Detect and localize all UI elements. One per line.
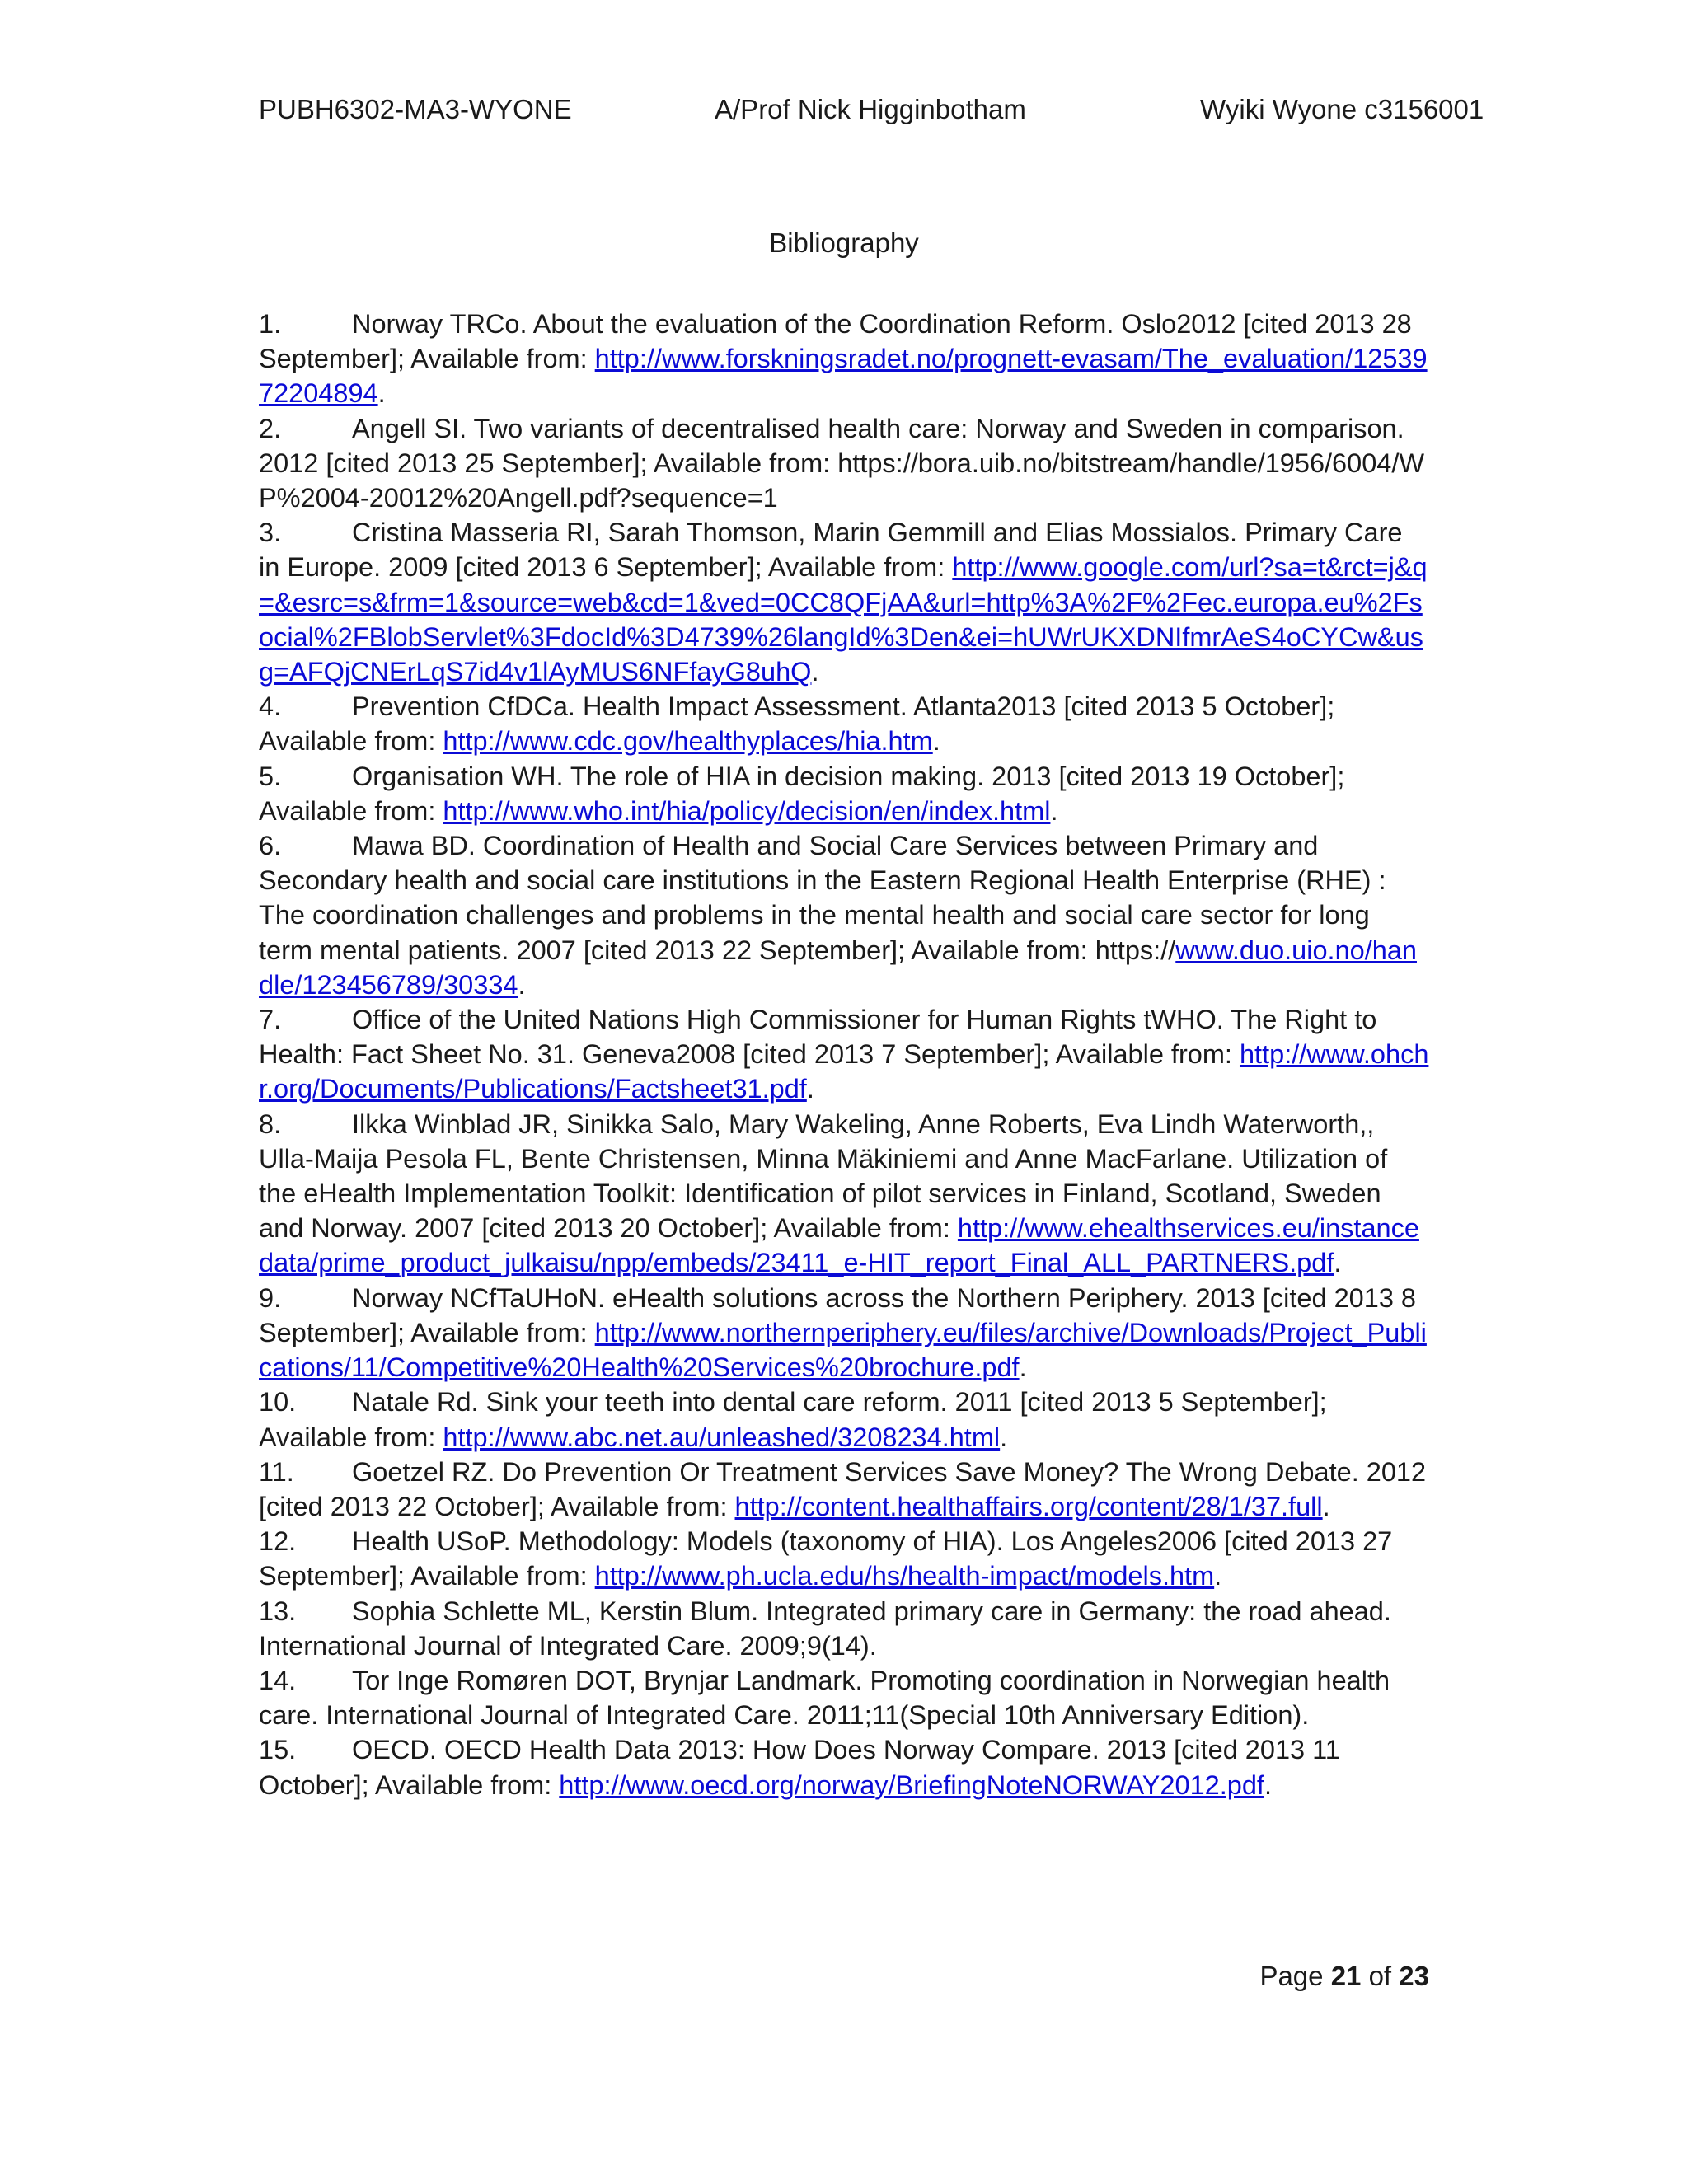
reference-trailing-punct: . [377, 378, 386, 409]
reference-text: Natale Rd. Sink your teeth into dental care reform. 2011 [cited 2013 5 September]; Available from: [259, 1387, 1327, 1452]
reference-link[interactable]: http://www.ohchr.org/Documents/Publications/Factsheet31.pdf [259, 1039, 1429, 1104]
reference-trailing-punct: . [932, 726, 940, 757]
reference-text: OECD. OECD Health Data 2013: How Does Norway Compare. 2013 [cited 2013 11 October]; Available from: [259, 1735, 1340, 1800]
reference-text: Tor Inge Romøren DOT, Brynjar Landmark. Promoting coordination in Norwegian health care. International Journal of Integrated Care. 2011;11(Special 10th Anniversary Edition). [259, 1665, 1390, 1731]
reference-number: 8. [259, 1108, 282, 1139]
reference-link[interactable]: http://www.abc.net.au/unleashed/3208234.html [443, 1422, 1001, 1452]
reference-number: 5. [259, 761, 282, 791]
reference-item [259, 1732, 1429, 1802]
page-footer [1259, 1960, 1429, 1993]
reference-item [259, 1385, 1429, 1454]
reference-item [259, 515, 1429, 689]
page-title: Bibliography [769, 227, 919, 258]
reference-text: Sophia Schlette ML, Kerstin Blum. Integrated primary care in Germany: the road ahead. International Journal of Integrated Care. 2009;9(14). [259, 1596, 1391, 1661]
reference-number: 9. [259, 1282, 282, 1313]
reference-item [259, 411, 1429, 516]
reference-number: 10. [259, 1387, 297, 1418]
reference-item [259, 307, 1429, 411]
reference-trailing-punct: . [1019, 1352, 1027, 1383]
reference-number: 2. [259, 413, 282, 443]
reference-number: 1. [259, 309, 282, 339]
reference-text: Cristina Masseria RI, Sarah Thomson, Marin Gemmill and Elias Mossialos. Primary Care in Europe. 2009 [cited 2013 6 September]; Available from: [259, 518, 1403, 583]
reference-link[interactable]: http://www.oecd.org/norway/BriefingNoteNORWAY2012.pdf [559, 1769, 1264, 1800]
footer-page-current: 21 [1330, 1961, 1362, 1991]
reference-url-text: https://bora.uib.no/bitstream/handle/1956/6004/WP%2004-20012%20Angell.pdf?sequence=1 [259, 448, 1425, 513]
reference-text: Norway NCfTaUHoN. eHealth solutions across the Northern Periphery. 2013 [cited 2013 8 September]; Available from: [259, 1282, 1417, 1347]
reference-list [259, 307, 1429, 1802]
footer-page-word: Page [1259, 1961, 1324, 1991]
reference-trailing-punct: . [811, 657, 819, 687]
reference-text: Norway TRCo. About the evaluation of the Coordination Reform. Oslo2012 [cited 2013 28 September]; Available from: [259, 309, 1412, 374]
reference-text: Prevention CfDCa. Health Impact Assessment. Atlanta2013 [cited 2013 5 October]; Available from: [259, 691, 1335, 757]
reference-number: 15. [259, 1735, 297, 1765]
reference-number: 4. [259, 691, 282, 722]
reference-item [259, 1455, 1429, 1524]
reference-text: Angell SI. Two variants of decentralised health care: Norway and Sweden in comparison. 2012 [cited 2013 25 September]; Available from: [259, 413, 1404, 478]
reference-item [259, 1663, 1429, 1732]
reference-text: Office of the United Nations High Commissioner for Human Rights tWHO. The Right to Health: Fact Sheet No. 31. Geneva2008 [cited 2013 7 September]; Available from: [259, 1005, 1377, 1070]
reference-text: Organisation WH. The role of HIA in decision making. 2013 [cited 2013 19 October]; Available from: [259, 761, 1345, 826]
header-lecturer: A/Prof Nick Higginbotham [715, 94, 1026, 124]
reference-link[interactable]: http://content.healthaffairs.org/content/28/1/37.full [734, 1491, 1323, 1521]
reference-text: Health USoP. Methodology: Models (taxonomy of HIA). Los Angeles2006 [cited 2013 27 September]; Available from: [259, 1526, 1393, 1591]
reference-trailing-punct: . [806, 1074, 814, 1104]
reference-link[interactable]: http://www.who.int/hia/policy/decision/en/index.html [443, 795, 1051, 826]
reference-number: 13. [259, 1596, 297, 1626]
reference-number: 6. [259, 831, 282, 861]
reference-link[interactable]: www.duo.uio.no/handle/123456789/30334 [259, 935, 1417, 1000]
reference-item [259, 1107, 1429, 1281]
reference-trailing-punct: . [1050, 795, 1058, 826]
footer-page-total: 23 [1399, 1961, 1429, 1991]
reference-item [259, 1002, 1429, 1107]
reference-number: 11. [259, 1456, 294, 1487]
footer-of-word: of [1368, 1961, 1392, 1991]
reference-link[interactable]: http://www.ph.ucla.edu/hs/health-impact/models.htm [594, 1561, 1215, 1591]
reference-link[interactable]: http://www.northernperiphery.eu/files/archive/Downloads/Project_Publications/11/Competitive%20Health%20Services%20brochure.pdf [259, 1317, 1427, 1383]
reference-item [259, 759, 1429, 828]
reference-trailing-punct: . [1264, 1769, 1272, 1800]
reference-text: Ilkka Winblad JR, Sinikka Salo, Mary Wakeling, Anne Roberts, Eva Lindh Waterworth,, Ulla-Maija Pesola FL, Bente Christensen, Minna Mäkiniemi and Anne MacFarlane. Utilization of the eHealth Implementation Toolkit: Identification of pilot services in Finland, Scotland, Sweden and Norway. 2007 [cited 2013 20 October]; Available from: [259, 1108, 1388, 1244]
reference-number: 12. [259, 1526, 297, 1557]
reference-link[interactable]: http://www.ehealthservices.eu/instancedata/prime_product_julkaisu/npp/embeds/23411_e-HIT_report_Final_ALL_PARTNERS.pdf [259, 1213, 1419, 1278]
reference-link[interactable]: http://www.forskningsradet.no/prognett-evasam/The_evaluation/1253972204894 [259, 344, 1428, 409]
reference-text: Mawa BD. Coordination of Health and Social Care Services between Primary and Secondary health and social care institutions in the Eastern Regional Health Enterprise (RHE) : The coordination challenges and problems in the mental health and social care sector for long term mental patients. 2007 [cited 2013 22 September]; Available from: https:// [259, 831, 1386, 965]
reference-item [259, 689, 1429, 758]
reference-text: Goetzel RZ. Do Prevention Or Treatment Services Save Money? The Wrong Debate. 2012 [cited 2013 22 October]; Available from: [259, 1456, 1427, 1521]
reference-number: 3. [259, 518, 282, 548]
reference-link[interactable]: http://www.google.com/url?sa=t&rct=j&q=&esrc=s&frm=1&source=web&cd=1&ved=0CC8QFjAA&url=http%3A%2F%2Fec.europa.eu%2Fsocial%2FBlobServlet%3FdocId%3D4739%26langId%3Den&ei=hUWrUKXDNIfmrAeS4oCYCw&usg=AFQjCNErLqS7id4v1lAyMUS6NFfayG8uhQ [259, 552, 1428, 687]
reference-trailing-punct: . [1000, 1422, 1008, 1452]
reference-trailing-punct: . [1334, 1248, 1342, 1278]
reference-item [259, 1524, 1429, 1593]
header-student: Wyiki Wyone c3156001 [1200, 94, 1484, 124]
reference-number: 7. [259, 1005, 282, 1035]
reference-trailing-punct: . [1322, 1491, 1330, 1521]
reference-trailing-punct: . [1214, 1561, 1222, 1591]
reference-trailing-punct: . [518, 969, 526, 1000]
reference-item [259, 1281, 1429, 1385]
header-course-code: PUBH6302-MA3-WYONE [259, 94, 572, 124]
reference-link[interactable]: http://www.cdc.gov/healthyplaces/hia.htm [443, 726, 933, 757]
reference-item [259, 1594, 1429, 1663]
reference-number: 14. [259, 1665, 297, 1695]
reference-item [259, 828, 1429, 1002]
